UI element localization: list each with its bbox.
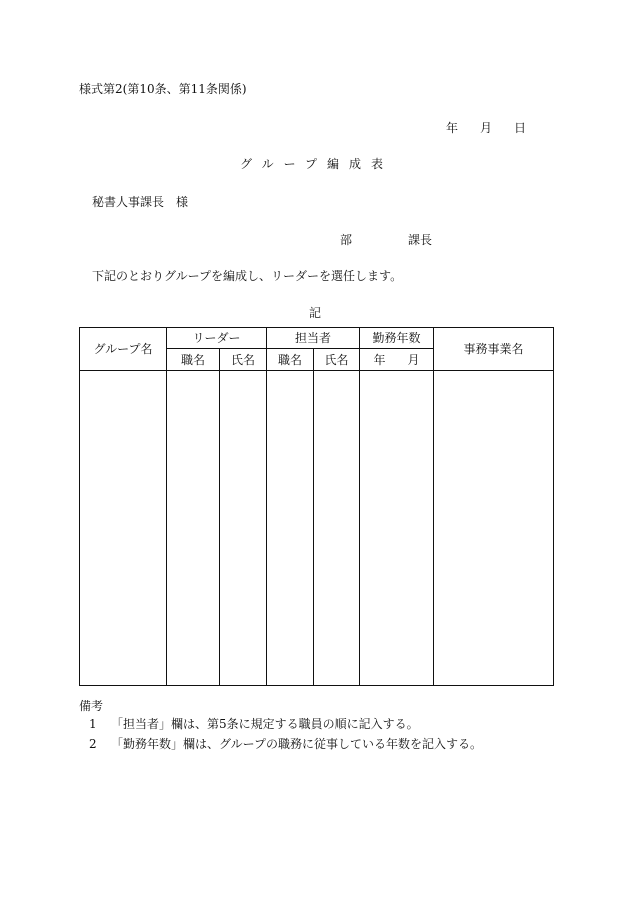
group-table	[79, 327, 554, 686]
form-number: 様式第2(第10条、第11条関係)	[79, 82, 247, 96]
header-staff-name: 氏名	[314, 349, 360, 371]
sender-department: 部	[340, 233, 353, 247]
cell-business-name[interactable]	[434, 371, 554, 686]
header-years-of-service: 勤務年数	[360, 328, 434, 349]
cell-staff-position[interactable]	[267, 371, 314, 686]
header-leader-position: 職名	[167, 349, 220, 371]
date-day: 日	[514, 121, 527, 135]
cell-staff-name[interactable]	[314, 371, 360, 686]
body-text: 下記のとおりグループを編成し、リーダーを選任します。	[92, 269, 403, 283]
note-number: 1	[89, 717, 97, 731]
note-text: 「勤務年数」欄は、グループの職務に従事している年数を記入する。	[111, 737, 483, 751]
cell-leader-position[interactable]	[167, 371, 220, 686]
sender-section-chief: 課長	[408, 233, 433, 247]
date-line	[446, 119, 526, 136]
header-years: 年	[373, 352, 386, 367]
date-month: 月	[480, 121, 493, 135]
addressee: 秘書人事課長 様	[92, 195, 189, 209]
header-leader: リーダー	[167, 328, 267, 349]
page-title: グループ編成表	[240, 157, 394, 171]
header-staff-position: 職名	[267, 349, 314, 371]
cell-years-of-service[interactable]	[360, 371, 434, 686]
header-years-months	[360, 349, 434, 371]
notes-title: 備考	[79, 699, 104, 713]
sender-line	[340, 231, 432, 248]
header-staff: 担当者	[267, 328, 360, 349]
note-item	[89, 715, 419, 732]
header-group-name: グループ名	[80, 328, 167, 371]
cell-group-name[interactable]	[80, 371, 167, 686]
ki-heading: 記	[309, 306, 322, 320]
note-number: 2	[89, 737, 97, 751]
cell-leader-name[interactable]	[220, 371, 267, 686]
date-year: 年	[446, 121, 459, 135]
note-text: 「担当者」欄は、第5条に規定する職員の順に記入する。	[111, 717, 419, 731]
note-item	[89, 735, 482, 752]
header-leader-name: 氏名	[220, 349, 267, 371]
header-business-name: 事務事業名	[434, 328, 554, 371]
header-months: 月	[407, 352, 420, 367]
